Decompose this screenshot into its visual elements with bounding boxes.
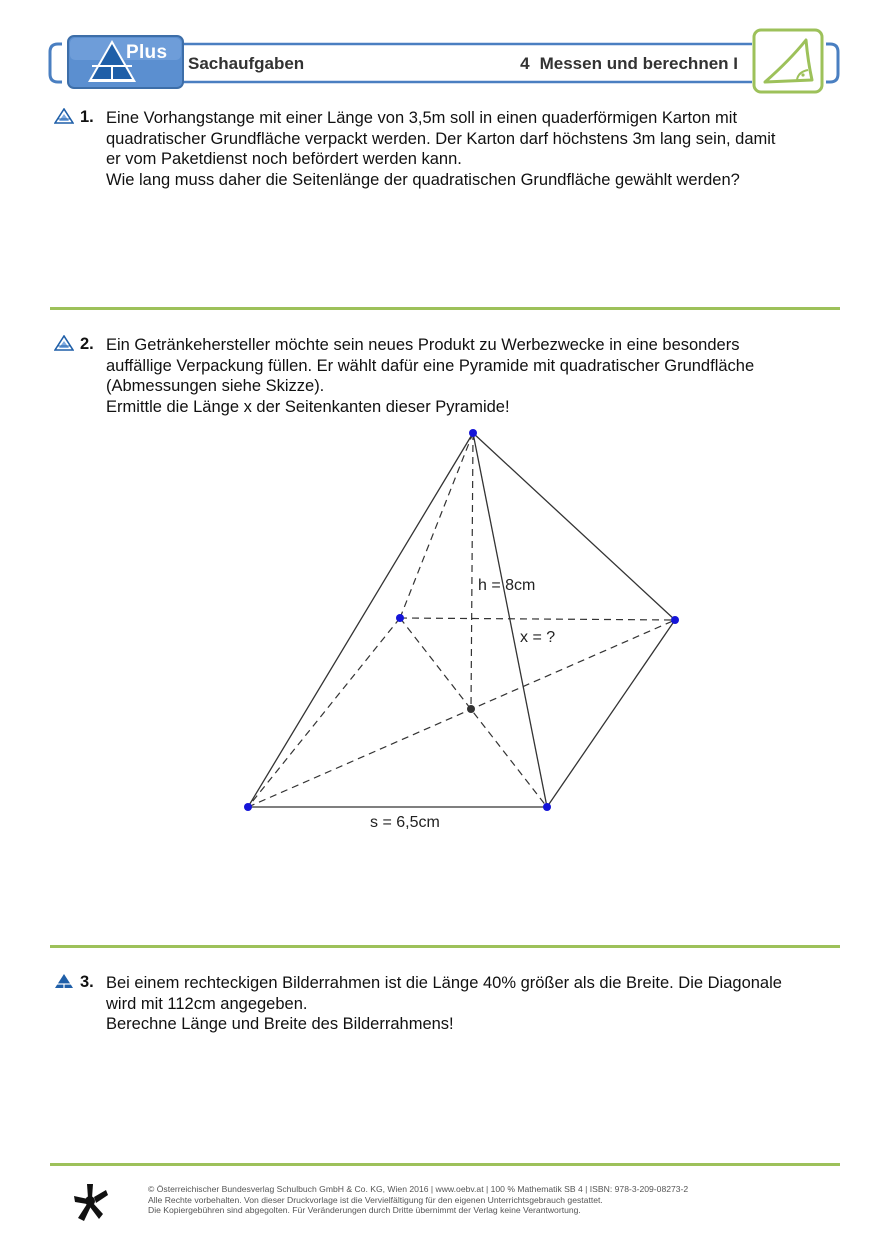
base-diagonal-2 bbox=[400, 618, 547, 807]
base-label: s = 6,5cm bbox=[370, 814, 440, 831]
chapter-heading bbox=[520, 54, 738, 74]
task-line: Bei einem rechteckigen Bilderrahmen ist die Länge 40% größer als die Breite. Die Diagonale bbox=[106, 974, 782, 992]
vertex-point bbox=[543, 803, 551, 811]
difficulty-basic-icon bbox=[54, 335, 74, 351]
chapter-triangle-icon bbox=[754, 30, 822, 92]
task-line: Berechne Länge und Breite des Bilderrahmens! bbox=[106, 1015, 454, 1033]
section-divider bbox=[50, 945, 840, 948]
task-line: wird mit 112cm angegeben. bbox=[106, 994, 308, 1013]
hidden-edge-back bbox=[400, 433, 473, 618]
task-line: Ein Getränkehersteller möchte sein neues Produkt zu Werbezwecke in eine besonders bbox=[106, 336, 740, 354]
task-number: 3. bbox=[80, 973, 94, 991]
vertex-point bbox=[671, 616, 679, 624]
hidden-base-back bbox=[400, 618, 675, 620]
height-line bbox=[471, 433, 473, 709]
publisher-logo-icon bbox=[72, 1182, 110, 1224]
task-line: er vom Paketdienst noch befördert werden kann. bbox=[106, 150, 462, 168]
footer-line: Die Kopiergebühren sind abgegolten. Für Veränderungen durch Dritte übernimmt der Verlag keine Verantwortung. bbox=[148, 1205, 581, 1215]
difficulty-basic-icon bbox=[54, 108, 74, 124]
footer-line: Alle Rechte vorbehalten. Von dieser Druckvorlage ist die Vervielfältigung für den eigenen Unterrichtsgebrauch gestattet. bbox=[148, 1194, 603, 1205]
task-line: quadratischer Grundfläche verpackt werden. Der Karton darf höchstens 3m lang sein, damit bbox=[106, 129, 776, 148]
chapter-number: 4 bbox=[520, 54, 530, 73]
hidden-base-left bbox=[248, 618, 400, 807]
apex-point bbox=[469, 429, 477, 437]
task-3-text bbox=[106, 973, 846, 1035]
chapter-title: Messen und berechnen I bbox=[539, 54, 738, 73]
difficulty-advanced-icon bbox=[54, 973, 74, 989]
task-line: Wie lang muss daher die Seitenlänge der quadratischen Grundfläche gewählt werden? bbox=[106, 170, 740, 189]
task-line: Ermittle die Länge x der Seitenkanten dieser Pyramide! bbox=[106, 397, 510, 416]
task-line: auffällige Verpackung füllen. Er wählt dafür eine Pyramide mit quadratischer Grundfläche bbox=[106, 356, 755, 375]
section-divider bbox=[50, 307, 840, 310]
edge-front bbox=[473, 433, 547, 807]
task-number: 2. bbox=[80, 335, 94, 353]
task-number: 1. bbox=[80, 108, 94, 126]
footer-legal bbox=[148, 1184, 828, 1216]
center-point bbox=[467, 705, 475, 713]
edge-left bbox=[248, 433, 473, 807]
edge-label: x = ? bbox=[520, 629, 556, 646]
task-2-text bbox=[106, 335, 846, 417]
task-line: Eine Vorhangstange mit einer Länge von 3,5m soll in einen quaderförmigen Karton mit bbox=[106, 109, 738, 127]
footer-line: © Österreichischer Bundesverlag Schulbuch GmbH & Co. KG, Wien 2016 | www.oebv.at | 100 % Mathematik SB 4 | ISBN: 978-3-209-08273-2 bbox=[148, 1184, 689, 1194]
pyramid-sketch bbox=[230, 420, 700, 840]
height-label: h = 8cm bbox=[478, 577, 536, 594]
section-divider bbox=[50, 1163, 840, 1166]
vertex-point bbox=[396, 614, 404, 622]
vertex-point bbox=[244, 803, 252, 811]
logo-text: Plus bbox=[126, 42, 168, 63]
task-1-text bbox=[106, 108, 846, 190]
page-title: Sachaufgaben bbox=[188, 54, 305, 73]
task-line: (Abmessungen siehe Skizze). bbox=[106, 377, 325, 395]
